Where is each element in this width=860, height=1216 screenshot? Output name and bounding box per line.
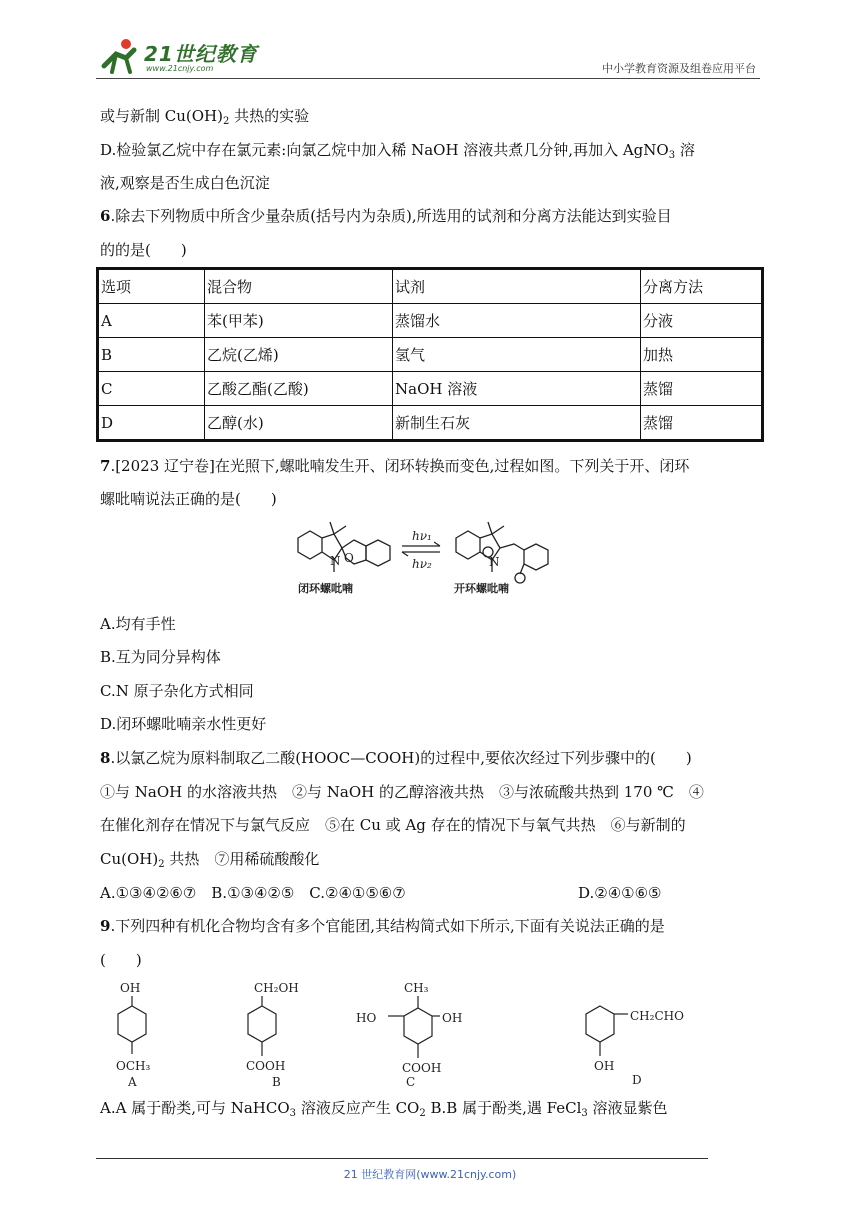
table-cell: 新制生石灰 bbox=[393, 406, 641, 441]
question-8-stem: 8.以氯乙烷为原料制取乙二酸(HOOC—COOH)的过程中,要依次经过下列步骤中的( ) bbox=[100, 749, 692, 767]
svg-text:CH₂OH: CH₂OH bbox=[254, 981, 299, 995]
table-row bbox=[98, 372, 763, 406]
svg-text:OH: OH bbox=[442, 1011, 463, 1025]
equilibrium-arrows bbox=[402, 542, 440, 556]
svg-text:O: O bbox=[344, 551, 354, 565]
spiropyran-figure bbox=[288, 518, 578, 602]
text-line: 液,观察是否生成白色沉淀 bbox=[100, 174, 270, 192]
structure-a bbox=[118, 996, 146, 1054]
svg-text:OH: OH bbox=[594, 1059, 615, 1073]
hv2-label: hν₂ bbox=[412, 557, 432, 571]
logo-text: 21世纪教育 bbox=[144, 42, 258, 66]
q7-option-c: C.N 原子杂化方式相同 bbox=[100, 682, 254, 700]
question-9-stem: 9.下列四种有机化合物均含有多个官能团,其结构简式如下所示,下面有关说法正确的是 bbox=[100, 917, 665, 935]
table-row bbox=[98, 406, 763, 441]
table-header-row bbox=[98, 269, 763, 304]
table-cell: 加热 bbox=[641, 338, 763, 372]
table-cell: 乙烷(乙烯) bbox=[205, 338, 393, 372]
svg-text:CH₂CHO: CH₂CHO bbox=[630, 1009, 684, 1023]
structure-b bbox=[248, 996, 276, 1056]
table-row bbox=[98, 338, 763, 372]
structure-c bbox=[388, 996, 440, 1058]
text-line: 或与新制 $Cu(OH)_2$ 共热的实验 bbox=[100, 107, 310, 127]
table-cell: C bbox=[98, 372, 205, 406]
table-cell: 蒸馏水 bbox=[393, 304, 641, 338]
q7-option-a: A.均有手性 bbox=[100, 615, 176, 633]
open-spiropyran-structure bbox=[456, 522, 548, 583]
svg-text:COOH: COOH bbox=[246, 1059, 286, 1073]
runner-logo-icon bbox=[96, 36, 144, 76]
svg-text:HO: HO bbox=[356, 1011, 377, 1025]
table-cell: NaOH 溶液 bbox=[393, 372, 641, 406]
structure-c-label: C bbox=[406, 1075, 416, 1089]
table-cell: 乙醇(水) bbox=[205, 406, 393, 441]
svg-text:N: N bbox=[489, 555, 500, 569]
header-platform-text: 中小学教育资源及组卷应用平台 bbox=[602, 62, 756, 75]
hv1-label: hν₁ bbox=[412, 529, 432, 543]
table-cell: 乙酸乙酯(乙酸) bbox=[205, 372, 393, 406]
q9-options-ab: A.A 属于酚类,可与 NaHCO$_3$ 溶液反应产生 $CO_2$ B.B 属于酚类,遇 FeCl$_3$ 溶液显紫色 bbox=[100, 1099, 668, 1119]
question-8-steps: ①与 NaOH 的水溶液共热 ②与 NaOH 的乙醇溶液共热 ③与浓硫酸共热到 170 ℃ ④ bbox=[100, 783, 704, 801]
table-header-cell: 选项 bbox=[98, 269, 205, 304]
svg-text:OCH₃: OCH₃ bbox=[116, 1059, 151, 1073]
svg-text:COOH: COOH bbox=[402, 1061, 442, 1075]
question-8-steps-cont: 在催化剂存在情况下与氯气反应 ⑤在 Cu 或 Ag 存在的情况下与氧气共热 ⑥与新制的 bbox=[100, 816, 686, 834]
structure-d bbox=[586, 1006, 628, 1056]
q7-option-b: B.互为同分异构体 bbox=[100, 648, 221, 666]
footer-divider bbox=[96, 1158, 708, 1159]
table-cell: B bbox=[98, 338, 205, 372]
table-cell: 蒸馏 bbox=[641, 372, 763, 406]
table-row bbox=[98, 304, 763, 338]
table-cell: D bbox=[98, 406, 205, 441]
question-8-steps-cont: $Cu(OH)_2$ 共热 ⑦用稀硫酸酸化 bbox=[100, 850, 320, 870]
q9-structures-figure bbox=[100, 976, 700, 1092]
logo bbox=[96, 36, 266, 76]
question-9-stem-cont: ( ) bbox=[100, 951, 142, 969]
question-7-stem-cont: 螺吡喃说法正确的是( ) bbox=[100, 490, 277, 508]
table-cell: 分液 bbox=[641, 304, 763, 338]
options-table bbox=[96, 267, 764, 442]
svg-text:CH₃: CH₃ bbox=[404, 981, 429, 995]
question-7-stem: 7.[2023 辽宁卷]在光照下,螺吡喃发生开、闭环转换而变色,过程如图。下列关于开、闭环 bbox=[100, 457, 690, 475]
q7-option-d: D.闭环螺吡喃亲水性更好 bbox=[100, 715, 267, 733]
structure-b-label: B bbox=[272, 1075, 281, 1089]
table-header-cell: 混合物 bbox=[205, 269, 393, 304]
footer-text: 21 世纪教育网(www.21cnjy.com) bbox=[343, 1168, 517, 1181]
table-cell: A bbox=[98, 304, 205, 338]
page-header bbox=[96, 36, 760, 79]
q8-option-d: D.②④①⑥⑤ bbox=[578, 884, 662, 902]
table-cell: 苯(甲苯) bbox=[205, 304, 393, 338]
q8-options-abc: A.①③④②⑥⑦ B.①③④②⑤ C.②④①⑤⑥⑦ bbox=[100, 884, 406, 902]
svg-text:N: N bbox=[330, 554, 341, 568]
structure-a-label: A bbox=[128, 1075, 137, 1089]
table-cell: 蒸馏 bbox=[641, 406, 763, 441]
closed-form-label: 闭环螺吡喃 bbox=[298, 582, 353, 595]
option-d-prev: D.检验氯乙烷中存在氯元素:向氯乙烷中加入稀 NaOH 溶液共煮几分钟,再加入 AgNO$_3$ 溶 bbox=[100, 141, 695, 161]
structure-d-label: D bbox=[632, 1073, 642, 1087]
question-6-stem: 6.除去下列物质中所含少量杂质(括号内为杂质),所选用的试剂和分离方法能达到实验目 bbox=[100, 207, 672, 225]
table-header-cell: 试剂 bbox=[393, 269, 641, 304]
svg-text:OH: OH bbox=[120, 981, 141, 995]
table-header-cell: 分离方法 bbox=[641, 269, 763, 304]
logo-url: www.21cnjy.com bbox=[146, 64, 214, 73]
table-cell: 氢气 bbox=[393, 338, 641, 372]
question-6-stem-cont: 的的是( ) bbox=[100, 241, 187, 259]
open-form-label: 开环螺吡喃 bbox=[454, 582, 509, 595]
